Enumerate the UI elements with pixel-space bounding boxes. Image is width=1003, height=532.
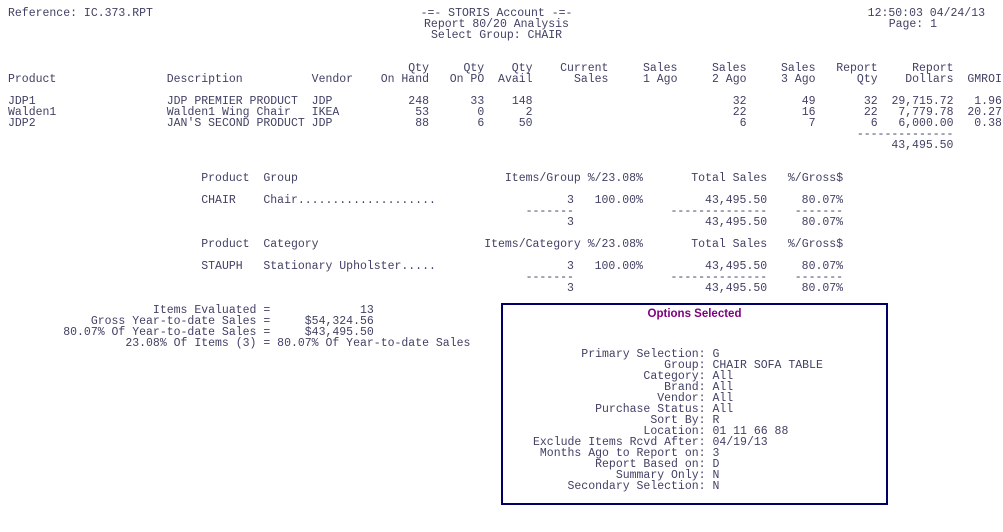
summary-label: 80.07% Of Year-to-date Sales bbox=[8, 326, 257, 339]
cell-qty_on_hand: 88 bbox=[353, 117, 430, 130]
total-report-dollars: 43,495.50 bbox=[877, 139, 954, 152]
cell-qty_avail: 2 bbox=[484, 106, 533, 119]
column-header: 3 Ago bbox=[746, 73, 816, 86]
summary-value: 80.07% Of Year-to-date Sales bbox=[277, 337, 471, 350]
cell-name: Chair.................... bbox=[263, 194, 436, 207]
cell-pct: 100.00% bbox=[573, 260, 643, 273]
option-value: R bbox=[712, 414, 720, 427]
page-number: Page: 1 bbox=[888, 18, 937, 31]
cell-report_qty: 22 bbox=[815, 106, 878, 119]
option-label: Report Based on: bbox=[533, 458, 706, 471]
column-header: Dollars bbox=[877, 73, 954, 86]
column-header: Qty bbox=[428, 62, 485, 75]
option-label: Purchase Status: bbox=[533, 403, 706, 416]
cell-description: Walden1 Wing Chair bbox=[166, 106, 312, 119]
option-value: All bbox=[712, 392, 734, 405]
select-group: Select Group: CHAIR bbox=[430, 29, 563, 42]
cell-total-sales: 43,495.50 bbox=[642, 260, 768, 273]
column-header: Items/Group bbox=[435, 172, 581, 185]
total-items: 3 bbox=[435, 282, 574, 295]
cell-report_dollars: 6,000.00 bbox=[877, 117, 954, 130]
cell-qty_on_hand: 53 bbox=[353, 106, 430, 119]
cell-description: JAN'S SECOND PRODUCT bbox=[166, 117, 312, 130]
separator: ------- bbox=[794, 271, 844, 284]
option-value: CHAIR SOFA TABLE bbox=[712, 359, 823, 372]
group-summary-total-row bbox=[8, 217, 985, 228]
option-value: 04/19/13 bbox=[712, 436, 768, 449]
option-label: Sort By: bbox=[533, 414, 706, 427]
group-summary-header-row bbox=[8, 173, 985, 184]
cell-sales_3_ago: 16 bbox=[746, 106, 816, 119]
cell-report_dollars: 7,779.78 bbox=[877, 106, 954, 119]
cell-report_qty: 6 bbox=[815, 117, 878, 130]
option-label: Primary Selection: bbox=[533, 348, 706, 361]
column-header: Group bbox=[263, 172, 436, 185]
separator: ------- bbox=[525, 271, 574, 284]
column-header: Sales bbox=[532, 73, 609, 86]
cell-product: JDP2 bbox=[8, 117, 167, 130]
summary-value: 13 bbox=[277, 304, 374, 317]
column-header: Avail bbox=[484, 73, 533, 86]
option-label: Location: bbox=[533, 425, 706, 438]
cell-name: Stationary Upholster..... bbox=[263, 260, 436, 273]
cell-gross-pct: 80.07% bbox=[767, 260, 844, 273]
options-panel bbox=[501, 303, 888, 505]
cell-gmroi: 1.96 bbox=[953, 95, 1002, 108]
options-title: Options Selected bbox=[647, 308, 742, 320]
column-header: %/Gross$ bbox=[767, 172, 844, 185]
column-header: %/23.08% bbox=[580, 238, 643, 251]
separator: -------------- bbox=[670, 205, 768, 218]
column-header: Sales bbox=[608, 62, 678, 75]
blank-line bbox=[8, 41, 985, 52]
column-header: Sales bbox=[746, 62, 816, 75]
options-list bbox=[533, 349, 886, 492]
cell-sales_2_ago: 32 bbox=[677, 95, 747, 108]
option-value: 01 11 66 88 bbox=[712, 425, 789, 438]
cell-sales_2_ago: 22 bbox=[677, 106, 747, 119]
column-header: 1 Ago bbox=[608, 73, 678, 86]
cell-qty_on_po: 33 bbox=[429, 95, 485, 108]
option-label: Category: bbox=[533, 370, 706, 383]
separator: -------------- bbox=[856, 128, 954, 141]
option-value: 3 bbox=[712, 447, 720, 460]
column-header: Category bbox=[263, 238, 436, 251]
option-label: Brand: bbox=[533, 381, 706, 394]
reference: Reference: IC.373.RPT bbox=[8, 7, 153, 20]
total-gross-pct: 80.07% bbox=[767, 216, 844, 229]
separator: ------- bbox=[794, 205, 844, 218]
cell-vendor: JDP bbox=[311, 95, 354, 108]
cell-product: Walden1 bbox=[8, 106, 167, 119]
column-header: Report bbox=[877, 62, 954, 75]
cell-pct: 100.00% bbox=[573, 194, 643, 207]
option-value: D bbox=[712, 458, 720, 471]
cell-qty_avail: 148 bbox=[484, 95, 533, 108]
column-header: 2 Ago bbox=[677, 73, 747, 86]
summary-value: $43,495.50 bbox=[277, 326, 374, 339]
column-header: Qty bbox=[353, 62, 429, 75]
summary-label: 23.08% Of Items (3) bbox=[8, 337, 257, 350]
cell-qty_on_hand: 248 bbox=[353, 95, 430, 108]
cell-items: 3 bbox=[435, 260, 574, 273]
column-header: Vendor bbox=[311, 73, 354, 86]
total-gross-pct: 80.07% bbox=[767, 282, 844, 295]
option-label: Summary Only: bbox=[533, 469, 706, 482]
total-sales: 43,495.50 bbox=[573, 282, 768, 295]
total-sales: 43,495.50 bbox=[573, 216, 768, 229]
option-value: N bbox=[712, 480, 720, 493]
option-value: All bbox=[712, 370, 734, 383]
cell-total-sales: 43,495.50 bbox=[642, 194, 768, 207]
option-row bbox=[533, 481, 886, 492]
cell-qty_avail: 50 bbox=[484, 117, 533, 130]
column-header: %/23.08% bbox=[580, 172, 643, 185]
cell-code: STAUPH bbox=[201, 260, 264, 273]
column-header: Current bbox=[532, 62, 609, 75]
summary-value: $54,324.56 bbox=[277, 315, 374, 328]
option-value: G bbox=[712, 348, 720, 361]
option-label: Secondary Selection: bbox=[533, 480, 706, 493]
dollars-total-line bbox=[8, 140, 985, 151]
column-header: %/Gross$ bbox=[767, 238, 844, 251]
column-header: On Hand bbox=[353, 73, 430, 86]
column-header: On PO bbox=[429, 73, 485, 86]
cell-vendor: JDP bbox=[311, 117, 354, 130]
cell-vendor: IKEA bbox=[311, 106, 354, 119]
column-header: Product bbox=[8, 73, 167, 86]
cell-gross-pct: 80.07% bbox=[767, 194, 844, 207]
equals-sign: = bbox=[256, 337, 278, 350]
cell-report_qty: 32 bbox=[815, 95, 878, 108]
account-title: -=- STORIS Account -=- bbox=[420, 7, 573, 20]
separator: -------------- bbox=[670, 271, 768, 284]
option-value: N bbox=[712, 469, 720, 482]
header-line-3 bbox=[8, 30, 985, 41]
option-value: All bbox=[712, 381, 734, 394]
column-header: Product bbox=[201, 172, 264, 185]
column-header: Product bbox=[201, 238, 264, 251]
cell-sales_2_ago: 6 bbox=[677, 117, 747, 130]
equals-sign: = bbox=[256, 315, 278, 328]
cell-items: 3 bbox=[435, 194, 574, 207]
cell-sales_3_ago: 49 bbox=[746, 95, 816, 108]
cell-sales_3_ago: 7 bbox=[746, 117, 816, 130]
column-header: Description bbox=[166, 73, 312, 86]
cell-gmroi: 0.38 bbox=[953, 117, 1002, 130]
total-items: 3 bbox=[435, 216, 574, 229]
summary-label: Gross Year-to-date Sales bbox=[8, 315, 257, 328]
cell-code: CHAIR bbox=[201, 194, 264, 207]
equals-sign: = bbox=[256, 326, 278, 339]
column-header: Items/Category bbox=[435, 238, 581, 251]
column-header: Sales bbox=[677, 62, 747, 75]
category-summary-total-row bbox=[8, 283, 985, 294]
option-label: Exclude Items Rcvd After: bbox=[533, 436, 706, 449]
summary-label: Items Evaluated bbox=[8, 304, 257, 317]
column-header: Total Sales bbox=[642, 238, 768, 251]
cell-qty_on_po: 0 bbox=[429, 106, 485, 119]
option-label: Vendor: bbox=[533, 392, 706, 405]
option-value: All bbox=[712, 403, 734, 416]
column-header: Qty bbox=[484, 62, 533, 75]
column-header: Total Sales bbox=[642, 172, 768, 185]
equals-sign: = bbox=[256, 304, 278, 317]
timestamp: 12:50:03 04/24/13 bbox=[867, 7, 985, 20]
blank-line bbox=[8, 151, 985, 162]
option-label: Months Ago to Report on: bbox=[533, 447, 706, 460]
category-summary-header-row bbox=[8, 239, 985, 250]
report-title: Report 80/20 Analysis bbox=[424, 18, 569, 31]
option-label: Group: bbox=[533, 359, 706, 372]
cell-gmroi: 20.27 bbox=[953, 106, 1002, 119]
cell-product: JDP1 bbox=[8, 95, 167, 108]
cell-report_dollars: 29,715.72 bbox=[877, 95, 954, 108]
column-header: Report bbox=[815, 62, 878, 75]
column-header: GMROI bbox=[953, 73, 1002, 86]
column-header: Qty bbox=[815, 73, 878, 86]
table-header-row-2 bbox=[8, 73, 1002, 86]
cell-description: JDP PREMIER PRODUCT bbox=[166, 95, 312, 108]
separator: ------- bbox=[525, 205, 574, 218]
cell-qty_on_po: 6 bbox=[429, 117, 485, 130]
